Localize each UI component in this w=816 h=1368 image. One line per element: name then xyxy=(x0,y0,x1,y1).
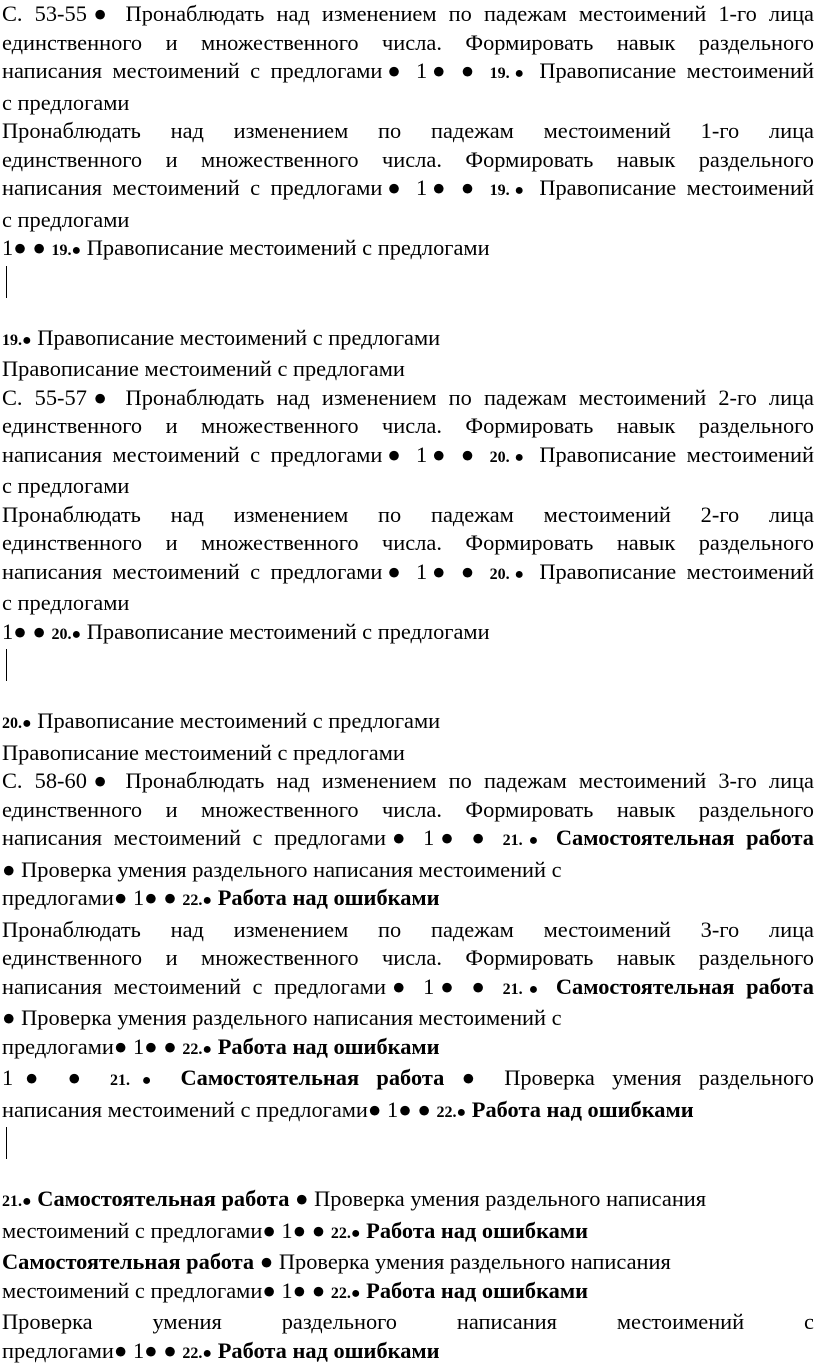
text-line: написания местоимений с предлогами● 1● ● 21.● Самостоятельная работа xyxy=(2,824,814,856)
text-line: единственного и множественного числа. Формировать навык раздельного xyxy=(2,796,814,825)
text-line: Самостоятельная работа ● Проверка умения раздельного написания xyxy=(2,1248,814,1277)
text-line: 1● ● 20.● Правописание местоимений с предлогами xyxy=(2,618,814,650)
text-line: единственного и множественного числа. Формировать навык раздельного xyxy=(2,944,814,973)
text-line: местоимений с предлогами● 1● ● 22.● Работа над ошибками xyxy=(2,1277,814,1309)
text-line: с предлогами xyxy=(2,89,814,118)
text-line: С. 58-60● Пронаблюдать над изменением по падежам местоимений 3-го лица xyxy=(2,767,814,796)
lesson-block-22 xyxy=(2,1185,814,1368)
lesson-block-20 xyxy=(2,618,814,650)
text-line: Проверка умения раздельного написания местоимений с xyxy=(2,1308,814,1337)
text-line: ● Проверка умения раздельного написания местоимений с xyxy=(2,1004,814,1033)
lesson-block-repeat-3 xyxy=(2,916,814,1065)
text-line: местоимений с предлогами● 1● ● 22.● Работа над ошибками xyxy=(2,1217,814,1249)
text-line: 1● ● 19.● Правописание местоимений с предлогами xyxy=(2,234,814,266)
text-line: 21.● Самостоятельная работа ● Проверка умения раздельного написания xyxy=(2,1185,814,1217)
text-line: с предлогами xyxy=(2,589,814,618)
cell-divider xyxy=(2,649,814,707)
text-line: единственного и множественного числа. Формировать навык раздельного xyxy=(2,29,814,58)
lesson-block-repeat-2 xyxy=(2,501,814,618)
text-line: 20.● Правописание местоимений с предлогами xyxy=(2,707,814,739)
text-line: 1● ● 21.● Самостоятельная работа ● Проверка умения раздельного xyxy=(2,1064,814,1096)
text-line: написания местоимений с предлогами● 1● ● 20.● Правописание местоимений xyxy=(2,441,814,473)
cursor-bar xyxy=(6,649,7,681)
text-line: С. 53-55● Пронаблюдать над изменением по падежам местоимений 1-го лица xyxy=(2,0,814,29)
text-line: Пронаблюдать над изменением по падежам местоимений 2-го лица xyxy=(2,501,814,530)
text-line: предлогами● 1● ● 22.● Работа над ошибками xyxy=(2,1033,814,1065)
lesson-block-19 xyxy=(2,234,814,266)
text-line: с предлогами xyxy=(2,472,814,501)
text-line: 19.● Правописание местоимений с предлогами xyxy=(2,324,814,356)
text-line: написания местоимений с предлогами● 1● ● 19.● Правописание местоимений xyxy=(2,57,814,89)
text-line: предлогами● 1● ● 22.● Работа над ошибками xyxy=(2,884,814,916)
text-line: единственного и множественного числа. Формировать навык раздельного xyxy=(2,529,814,558)
text-line: написания местоимений с предлогами● 1● ● 21.● Самостоятельная работа xyxy=(2,973,814,1005)
text-line: ● Проверка умения раздельного написания местоимений с xyxy=(2,856,814,885)
text-line: Пронаблюдать над изменением по падежам местоимений 1-го лица xyxy=(2,117,814,146)
text-line: С. 55-57● Пронаблюдать над изменением по падежам местоимений 2-го лица xyxy=(2,384,814,413)
text-line: Правописание местоимений с предлогами xyxy=(2,739,814,768)
text-line: с предлогами xyxy=(2,206,814,235)
cell-divider xyxy=(2,1127,814,1185)
text-line: единственного и множественного числа. Формировать навык раздельного xyxy=(2,412,814,441)
text-line: написания местоимений с предлогами● 1● ● 19.● Правописание местоимений xyxy=(2,174,814,206)
text-line: написания местоимений с предлогами● 1● ● 20.● Правописание местоимений xyxy=(2,558,814,590)
lesson-block-55-57 xyxy=(2,324,814,501)
text-line: предлогами● 1● ● 22.● Работа над ошибками xyxy=(2,1337,814,1368)
lesson-block-repeat-1 xyxy=(2,117,814,234)
lesson-block-21 xyxy=(2,1064,814,1127)
text-line: Пронаблюдать над изменением по падежам местоимений 3-го лица xyxy=(2,916,814,945)
cell-divider xyxy=(2,266,814,324)
cursor-bar xyxy=(6,1127,7,1159)
text-line: Правописание местоимений с предлогами xyxy=(2,355,814,384)
lesson-block-53-55 xyxy=(2,0,814,117)
lesson-block-58-60 xyxy=(2,707,814,916)
text-line: написания местоимений с предлогами● 1● ● 22.● Работа над ошибками xyxy=(2,1096,814,1128)
text-line: единственного и множественного числа. Формировать навык раздельного xyxy=(2,146,814,175)
cursor-bar xyxy=(6,266,7,298)
